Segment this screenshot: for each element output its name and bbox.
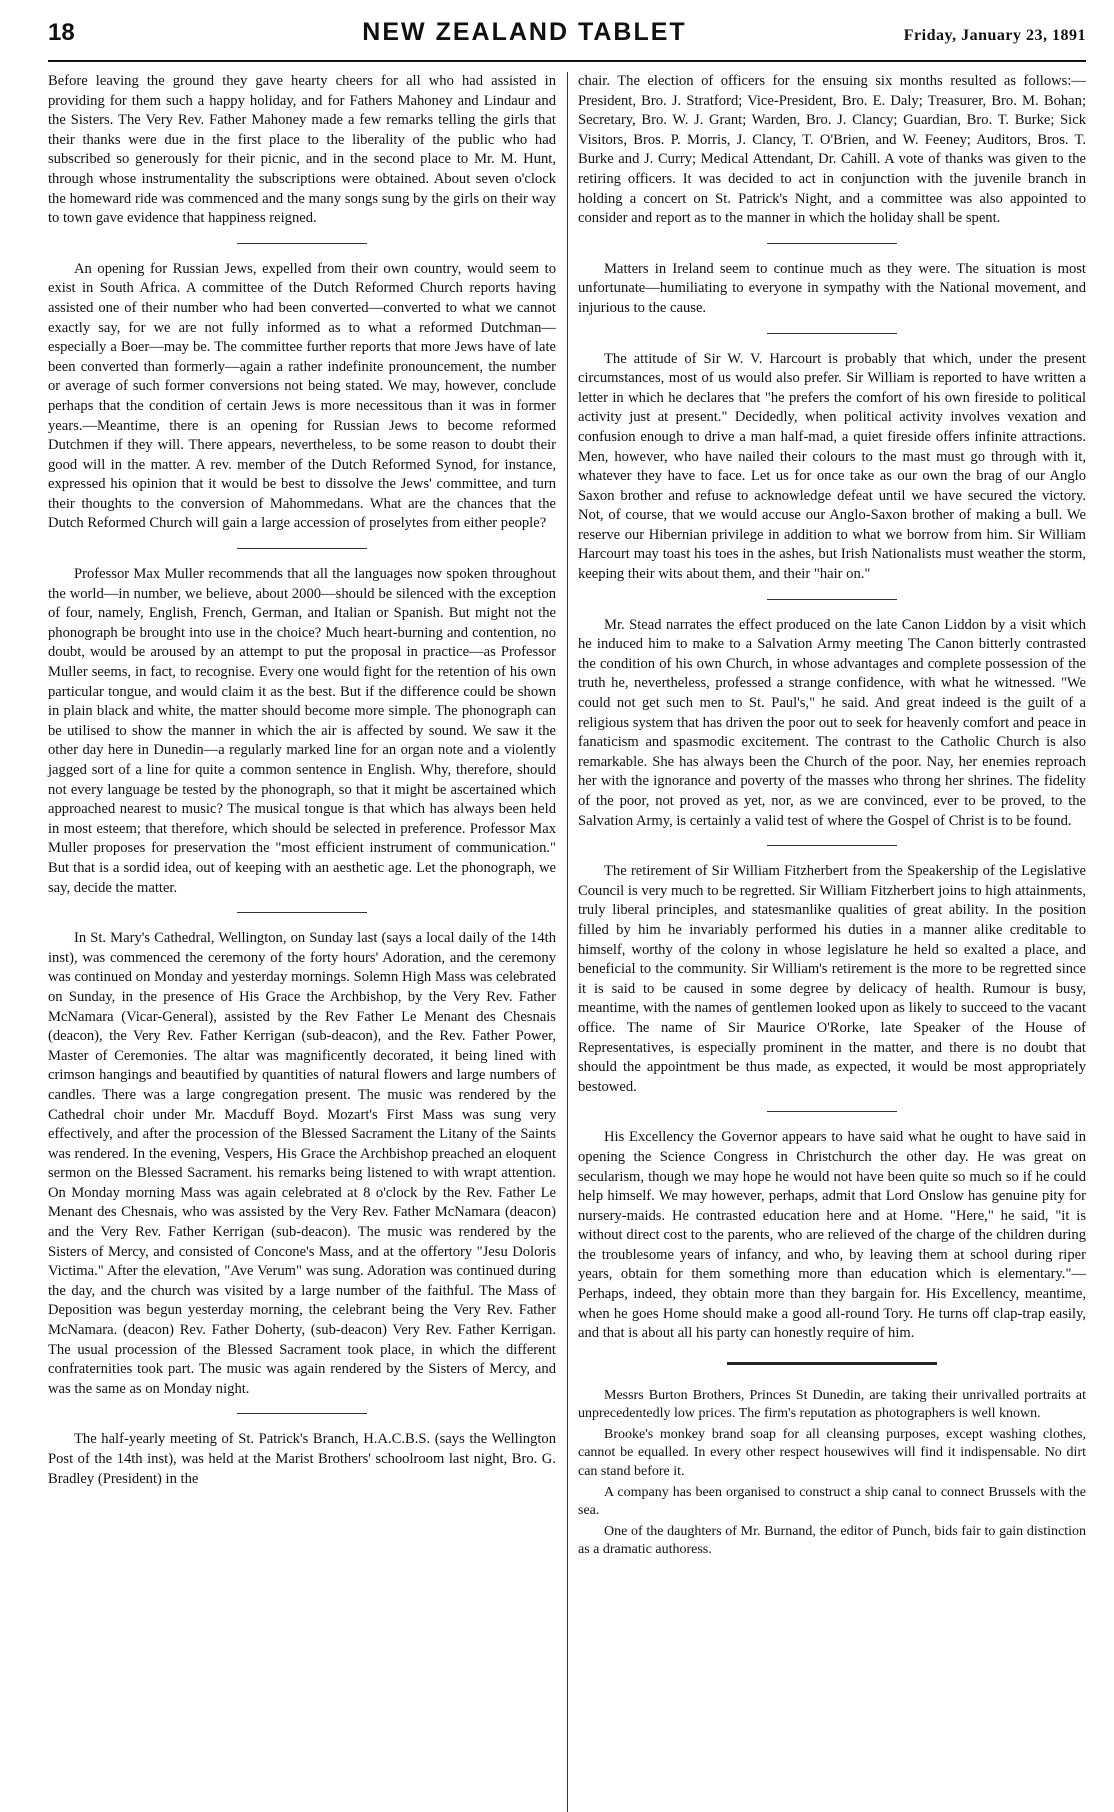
page-columns <box>48 72 1086 1563</box>
page-number: 18 <box>48 19 75 46</box>
article-ireland <box>578 260 1086 319</box>
article-paragraph: The half-yearly meeting of St. Patrick's Branch, H.A.C.B.S. (says the Wellington Post of the 14th inst), was held at the Marist Brothers' schoolroom last night, Bro. G. Bradley (President) in the <box>48 1431 556 1487</box>
article-hacbs <box>48 1430 556 1489</box>
section-divider <box>767 333 897 334</box>
article-paragraph: Mr. Stead narrates the effect produced on the late Canon Liddon by a visit which he induced him to make to a Salvation Army meeting The Canon bitterly contrasted the condition of his own Church, in whose advantages and complete possession of the truth he, nevertheless, professed a strange confidence, with what he witnessed. "We could not get such men to St. Paul's," he said. And great indeed is the guilt of a religious system that has driven the poor out to seek for heavenly comfort and peace in fanaticism and spasmodic excitement. The contrast to the Catholic Church is also remarkable. She has always been the Church of the poor. Nay, her enemies reproach her with the ignorance and poverty of the masses who throng her shrines. The fidelity of the poor, not proved as yet, nor, as we are convinced, ever to be proved, to the Salvation Army, is certainly a valid test of where the Gospel of Christ is to be found. <box>578 616 1086 829</box>
section-divider <box>767 599 897 600</box>
section-divider <box>767 1111 897 1112</box>
article-paragraph: The attitude of Sir W. V. Harcourt is probably that which, under the present circumstances, most of us would also prefer. Sir William is reported to have written a letter in which he declares that "he prefers the comfort of his own fireside to political activity just at present." Decidedly, when political activity involves vexation and confusion enough to drive a man half-mad, a quiet fireside offers infinite attractions. Men, however, who have nailed their colours to the mast must go through with it, whatever they have to face. Let us for once take as our own the brag of our Anglo Saxon brother and refuse to acknowledge defeat until we have secured the victory. Not, of course, that we would accuse our Anglo-Saxon brother of making a bull. We reserve our Hibernian privilege in addition to what we borrow from him. Sir William Harcourt may toast his toes in the ashes, but Irish Nationalists must weather the storm, keeping their wits about them, and their "hair on." <box>578 350 1086 583</box>
article-max-muller <box>48 565 556 898</box>
header-rule <box>48 60 1086 62</box>
article-notices <box>578 1387 1086 1560</box>
article-picnic <box>48 72 556 229</box>
notice-paragraph: Brooke's monkey brand soap for all cleansing purposes, except washing clothes, cannot be equalled. In every other respect housewives will find it indispensable. No dirt can stand before it. <box>578 1427 1086 1479</box>
article-paragraph: An opening for Russian Jews, expelled from their own country, would seem to exist in South Africa. A committee of the Dutch Reformed Church reports having assisted one of their number who had been converted—converted to what we cannot exactly say, for we are not fully informed as to what a reformed Dutchman—especially a Boer—may be. The committee further reports that more Jews have of late been converted than formerly—again a rather indefinite pronouncement, the number or average of such former conversions not being stated. We may, however, conclude perhaps that the condition of certain Jews is more necessitous than it was in former years.—Meantime, there is an opening for Russian Jews to become reformed Dutchmen if they will. There appears, nevertheless, to be some reason to doubt their good will in the matter. A rev. member of the Dutch Reformed Synod, for instance, expressed his opinion that it would be best to dissolve the Jews' committee, and turn their thoughts to the conversion of Mahommedans. What are the chances that the Dutch Reformed Church will gain a large accession of proselytes from either people? <box>48 260 556 532</box>
right-column <box>578 72 1086 1563</box>
article-hacbs-continued <box>578 72 1086 229</box>
article-paragraph: chair. The election of officers for the ensuing six months resulted as follows:—President, Bro. J. Stratford; Vice-President, Bro. E. Daly; Treasurer, Bro. M. Bohan; Secretary, Bro. W. J. Grant; Warden, Bro. J. Clancy; Guardian, Bro. T. Burke; Sick Visitors, Bros. P. Morris, J. Clancy, T. O'Brien, and W. Feeney; Auditors, Bros. T. Burke and J. Curry; Medical Attendant, Dr. Cahill. A vote of thanks was given to the retiring officers. It was decided to act in conjunction with the juvenile branch in holding a concert on St. Patrick's Night, and a committee was also appointed to consider and report as to the manner in which the holiday shall be spent. <box>578 73 1086 227</box>
section-divider <box>237 548 367 549</box>
left-column <box>48 72 556 1563</box>
notice-paragraph: A company has been organised to construct a ship canal to connect Brussels with the sea. <box>578 1484 1086 1519</box>
article-stead <box>578 616 1086 832</box>
masthead <box>48 18 1086 58</box>
article-paragraph: Before leaving the ground they gave hearty cheers for all who had assisted in providing for them such a happy holiday, and for Fathers Mahoney and Lindaur and the Sisters. The Very Rev. Father Mahoney made a few remarks telling the girls that their thanks were due in the first place to the liberality of the public who had subscribed so generously for their picnic, and in the second place to Mr. M. Hunt, through whose instrumentality the subscriptions were obtained. About seven o'clock the homeward ride was commenced and the many songs sung by the girls on their way to town gave evidence that happiness reigned. <box>48 73 556 227</box>
newspaper-title: NEW ZEALAND TABLET <box>362 18 687 46</box>
issue-date: Friday, January 23, 1891 <box>903 27 1086 44</box>
article-paragraph: In St. Mary's Cathedral, Wellington, on Sunday last (says a local daily of the 14th inst), was commenced the ceremony of the forty hours' Adoration, and the ceremony was continued on Monday and yesterday mornings. Solemn High Mass was celebrated on Sunday, in the presence of His Grace the Archbishop, by the Very Rev. Father McNamara (Vicar-General), assisted by the Rev Father Le Menant des Chesnais (deacon), the Very Rev. Father Kerrigan (sub-deacon), and the Rev. Father Power, Master of Ceremonies. The altar was magnificently decorated, it being lined with crimson hangings and beautified by quantities of natural flowers and large numbers of candles. There was a large congregation present. The music was rendered by the Cathedral choir under Mr. Macduff Boyd. Mozart's First Mass was sung very effectively, and after the procession of the Blessed Sacrament the Litany of the Saints was rendered. In the evening, Vespers, His Grace the Archbishop preached an eloquent sermon on the Blessed Sacrament. his remarks being listened to with wrapt attention. On Monday morning Mass was again celebrated at 8 o'clock by the Rev. Father Le Menant des Chesnais, who was assisted by the Very Rev. Father McNamara (deacon) and the Very Rev. Father Kerrigan (sub-deacon). The music was rendered by the Sisters of Mercy, and consisted of Concone's Mass, and at the offertory "Jesu Doloris Victima." After the elevation, "Ave Verum" was sung. Adoration was continued during the day, and the church was visited by a large number of the faithful. The Mass of Deposition was begun yesterday morning, the celebrant being the Very Rev. Father McNamara. (deacon) Rev. Father Doherty, (sub-deacon) Very Rev. Father Kerrigan. The usual procession of the Blessed Sacrament took place, in which the different confraternities took part. The music was again rendered by the Sisters of Mercy, and was the same as on Monday night. <box>48 930 556 1397</box>
column-divider <box>567 72 568 1812</box>
article-governor <box>578 1128 1086 1344</box>
article-fitzherbert <box>578 862 1086 1097</box>
notice-paragraph: One of the daughters of Mr. Burnand, the editor of Punch, bids fair to gain distinction as a dramatic authoress. <box>578 1524 1086 1558</box>
notice-paragraph: Messrs Burton Brothers, Princes St Dunedin, are taking their unrivalled portraits at unprecedentedly low prices. The firm's reputation as photographers is well known. <box>578 1387 1086 1422</box>
article-st-marys <box>48 929 556 1399</box>
section-divider <box>767 845 897 846</box>
section-divider-heavy <box>727 1362 937 1365</box>
section-divider <box>237 1413 367 1414</box>
article-paragraph: Professor Max Muller recommends that all the languages now spoken throughout the world—in number, we believe, about 2000—should be silenced with the exception of four, namely, English, French, German, and Italian or Spanish. But might not the phonograph be brought into use in the choice? Much heart-burning and contention, no doubt, would be aroused by an attempt to put the proposal in practice—as Professor Muller seems, in fact, to recognise. Every one would fight for the retention of his own particular tongue, and would claim it as the best. But if the difference could be shown in plain black and white, the matter should become more simple. The phonograph can be utilised to show the manner in which the air is affected by sound. We saw it the other day here in Dunedin—a regularly marked line for an organ note and a violently jagged sort of a line for quite a common sentence in English. Why, therefore, should not every language be tested by the phonograph, so that it might be ascertained which approached nearest to music? The musical tongue is that which has always been held in most esteem; that therefore, which should be selected in preference. Professor Max Muller proposes for preservation the "most efficient instrument of communication." But that is a sordid idea, out of keeping with an aesthetic age. Let the phonograph, we say, decide the matter. <box>48 566 556 896</box>
section-divider <box>237 243 367 244</box>
article-paragraph: His Excellency the Governor appears to have said what he ought to have said in opening the Science Congress in Christchurch the other day. He was great on secularism, though we may hope he would not have been quite so much so if he could help himself. We may however, perhaps, admit that Lord Onslow has genuine pity for nursery-maids. He contrasted education here and at Home. "Here," he said, "it is without direct cost to the parents, who are relieved of the charge of the children during the troublesome years of infancy, and who, by leaving them at school during riper years, obtain for them something more than education which is elementary."—Perhaps, indeed, they obtain more than they bargain for. His Excellency, meantime, when he goes Home should make a good all-round Tory. He turns off clap-trap easily, and that is about all his party can honestly require of him. <box>578 1129 1086 1342</box>
section-divider <box>237 912 367 913</box>
section-divider <box>767 243 897 244</box>
article-paragraph: Matters in Ireland seem to continue much as they were. The situation is most unfortunate—humiliating to everyone in sympathy with the National movement, and injurious to the cause. <box>578 260 1086 316</box>
article-harcourt <box>578 350 1086 585</box>
article-paragraph: The retirement of Sir William Fitzherbert from the Speakership of the Legislative Council is very much to be regretted. Sir William Fitzherbert joins to high attainments, truly liberal principles, and statesmanlike qualities of great ability. In the position filled by him he invariably performed his duties in a manner alike creditable to himself, worthy of the colony in whose legislature he held so exalted a place, and beneficial to the community. Sir William's retirement is the more to be regretted since it is said to be caused in some degree by delicacy of health. Rumour is busy, meantime, with the names of gentlemen looked upon as likely to succeed to the vacant office. The name of Sir Maurice O'Rorke, late Speaker of the House of Representatives, is especially prominent in the matter, and there is no doubt that should the appointment be thus made, as expected, it would be most appropriately bestowed. <box>578 863 1086 1095</box>
article-russian-jews <box>48 260 556 534</box>
